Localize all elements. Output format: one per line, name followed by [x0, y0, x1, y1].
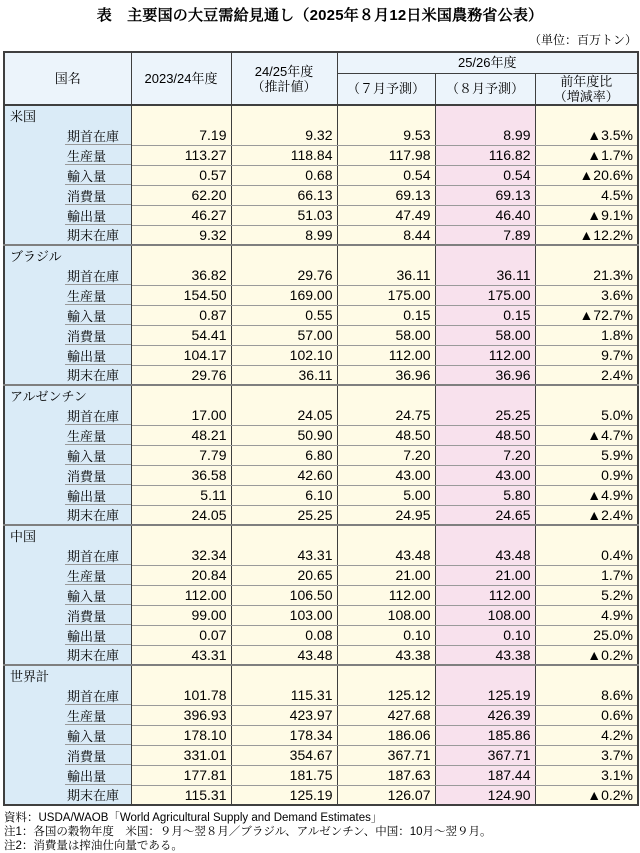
value-cell: 427.68 [337, 705, 435, 725]
row-label: 期首在庫 [4, 405, 131, 425]
footer-notes [4, 811, 640, 853]
value-cell: 21.3% [535, 265, 638, 285]
value-cell: 58.00 [435, 325, 535, 345]
empty-cell [435, 525, 535, 545]
table-title: 表 主要国の大豆需給見通し（2025年８月12日米国農務省公表） [96, 7, 544, 24]
header-24-25-line2: （推計値） [251, 78, 317, 94]
value-cell: 0.9% [535, 465, 638, 485]
header-august-forecast: （８月予測） [435, 73, 535, 105]
value-cell: 106.50 [231, 585, 337, 605]
value-cell: 47.49 [337, 205, 435, 225]
value-cell: 0.54 [435, 165, 535, 185]
row-label: 生産量 [4, 145, 131, 165]
value-cell: 25.0% [535, 625, 638, 645]
value-cell: 0.15 [435, 305, 535, 325]
value-cell: 0.08 [231, 625, 337, 645]
table-row [4, 585, 638, 605]
value-cell: 48.50 [337, 425, 435, 445]
empty-cell [131, 105, 231, 125]
value-cell: 396.93 [131, 705, 231, 725]
value-cell: ▲0.2% [535, 785, 638, 805]
value-cell: 8.6% [535, 685, 638, 705]
value-cell: 3.7% [535, 745, 638, 765]
value-cell: 8.44 [337, 225, 435, 245]
empty-cell [435, 245, 535, 265]
value-cell: 0.55 [231, 305, 337, 325]
value-cell: ▲20.6% [535, 165, 638, 185]
table-row [4, 705, 638, 725]
value-cell: 6.80 [231, 445, 337, 465]
value-cell: 43.38 [435, 645, 535, 665]
country-name: ブラジル [4, 245, 131, 265]
value-cell: 57.00 [231, 325, 337, 345]
value-cell: ▲4.9% [535, 485, 638, 505]
value-cell: 112.00 [337, 585, 435, 605]
value-cell: 17.00 [131, 405, 231, 425]
note-2: 注2：消費量は搾油仕向量である。 [4, 840, 183, 852]
value-cell: 0.4% [535, 545, 638, 565]
value-cell: 7.20 [337, 445, 435, 465]
row-label: 輸入量 [4, 585, 131, 605]
value-cell: 21.00 [337, 565, 435, 585]
table-row [4, 425, 638, 445]
value-cell: 9.32 [231, 125, 337, 145]
row-label: 消費量 [4, 465, 131, 485]
value-cell: 42.60 [231, 465, 337, 485]
table-row [4, 185, 638, 205]
row-label: 輸出量 [4, 205, 131, 225]
row-label: 消費量 [4, 185, 131, 205]
value-cell: 29.76 [131, 365, 231, 385]
value-cell: 187.63 [337, 765, 435, 785]
value-cell: 46.40 [435, 205, 535, 225]
value-cell: 4.5% [535, 185, 638, 205]
empty-cell [435, 385, 535, 405]
value-cell: 115.31 [131, 785, 231, 805]
table-row [4, 745, 638, 765]
value-cell: 43.48 [231, 645, 337, 665]
empty-cell [231, 665, 337, 685]
note-1: 注1：各国の穀物年度 米国：９月～翌８月／ブラジル、アルゼンチン、中国：10月～翌９月。 [4, 826, 492, 838]
unit-note: （単位：百万トン） [528, 33, 637, 47]
empty-cell [535, 105, 638, 125]
value-cell: 43.31 [131, 645, 231, 665]
row-label: 消費量 [4, 745, 131, 765]
value-cell: 175.00 [337, 285, 435, 305]
country-row [4, 245, 638, 265]
value-cell: 9.32 [131, 225, 231, 245]
value-cell: ▲1.7% [535, 145, 638, 165]
empty-cell [435, 665, 535, 685]
table-row [4, 785, 638, 805]
row-label: 期末在庫 [4, 225, 131, 245]
table-row [4, 465, 638, 485]
value-cell: 2.4% [535, 365, 638, 385]
value-cell: ▲3.5% [535, 125, 638, 145]
table-row [4, 685, 638, 705]
header-country: 国名 [4, 52, 131, 105]
country-name: 中国 [4, 525, 131, 545]
value-cell: 178.10 [131, 725, 231, 745]
value-cell: 186.06 [337, 725, 435, 745]
value-cell: 367.71 [337, 745, 435, 765]
row-label: 期首在庫 [4, 685, 131, 705]
row-label: 期末在庫 [4, 365, 131, 385]
value-cell: 7.89 [435, 225, 535, 245]
empty-cell [535, 245, 638, 265]
value-cell: 0.07 [131, 625, 231, 645]
table-row [4, 225, 638, 245]
country-name: アルゼンチン [4, 385, 131, 405]
table-row [4, 285, 638, 305]
empty-cell [435, 105, 535, 125]
row-label: 輸出量 [4, 625, 131, 645]
empty-cell [535, 525, 638, 545]
value-cell: 0.6% [535, 705, 638, 725]
header-july-forecast: （７月予測） [337, 73, 435, 105]
value-cell: 4.2% [535, 725, 638, 745]
source-note: 資料：USDA/WAOB「World Agricultural Supply and Demand Estimates」 [4, 812, 383, 824]
value-cell: 4.9% [535, 605, 638, 625]
empty-cell [337, 665, 435, 685]
table-row [4, 625, 638, 645]
value-cell: 21.00 [435, 565, 535, 585]
value-cell: 125.12 [337, 685, 435, 705]
table-row [4, 305, 638, 325]
value-cell: 54.41 [131, 325, 231, 345]
table-row [4, 205, 638, 225]
row-label: 消費量 [4, 605, 131, 625]
country-row [4, 525, 638, 545]
country-name: 米国 [4, 105, 131, 125]
value-cell: 48.50 [435, 425, 535, 445]
value-cell: 1.7% [535, 565, 638, 585]
value-cell: ▲12.2% [535, 225, 638, 245]
row-label: 生産量 [4, 565, 131, 585]
country-row [4, 665, 638, 685]
empty-cell [231, 245, 337, 265]
header-2023-24: 2023/24年度 [131, 52, 231, 105]
value-cell: 117.98 [337, 145, 435, 165]
value-cell: ▲9.1% [535, 205, 638, 225]
value-cell: 187.44 [435, 765, 535, 785]
value-cell: 25.25 [435, 405, 535, 425]
empty-cell [337, 245, 435, 265]
value-cell: 25.25 [231, 505, 337, 525]
value-cell: 104.17 [131, 345, 231, 365]
value-cell: 9.53 [337, 125, 435, 145]
value-cell: 5.2% [535, 585, 638, 605]
value-cell: 0.10 [337, 625, 435, 645]
value-cell: 6.10 [231, 485, 337, 505]
header-yoy-line2: （増減率） [553, 88, 619, 104]
value-cell: 115.31 [231, 685, 337, 705]
value-cell: 20.65 [231, 565, 337, 585]
row-label: 輸入量 [4, 305, 131, 325]
empty-cell [231, 105, 337, 125]
row-label: 期末在庫 [4, 505, 131, 525]
row-label: 輸出量 [4, 345, 131, 365]
value-cell: 36.11 [337, 265, 435, 285]
table-row [4, 545, 638, 565]
empty-cell [231, 385, 337, 405]
value-cell: 0.57 [131, 165, 231, 185]
row-label: 消費量 [4, 325, 131, 345]
value-cell: 24.05 [131, 505, 231, 525]
row-label: 生産量 [4, 285, 131, 305]
value-cell: 8.99 [435, 125, 535, 145]
value-cell: 116.82 [435, 145, 535, 165]
value-cell: 113.27 [131, 145, 231, 165]
row-label: 期末在庫 [4, 645, 131, 665]
value-cell: 102.10 [231, 345, 337, 365]
value-cell: 3.6% [535, 285, 638, 305]
value-cell: 8.99 [231, 225, 337, 245]
value-cell: 36.82 [131, 265, 231, 285]
value-cell: 175.00 [435, 285, 535, 305]
value-cell: 103.00 [231, 605, 337, 625]
header-yoy-change [535, 73, 638, 105]
row-label: 生産量 [4, 705, 131, 725]
value-cell: ▲4.7% [535, 425, 638, 445]
table-row [4, 725, 638, 745]
value-cell: 125.19 [435, 685, 535, 705]
table-row [4, 765, 638, 785]
table-header [4, 52, 638, 105]
country-row [4, 385, 638, 405]
value-cell: 36.58 [131, 465, 231, 485]
value-cell: 0.87 [131, 305, 231, 325]
value-cell: 5.9% [535, 445, 638, 465]
value-cell: 108.00 [435, 605, 535, 625]
value-cell: 46.27 [131, 205, 231, 225]
row-label: 生産量 [4, 425, 131, 445]
value-cell: 58.00 [337, 325, 435, 345]
value-cell: 112.00 [435, 345, 535, 365]
table-row [4, 145, 638, 165]
value-cell: 24.95 [337, 505, 435, 525]
header-24-25-line1: 24/25年度 [254, 63, 314, 79]
empty-cell [131, 385, 231, 405]
value-cell: ▲2.4% [535, 505, 638, 525]
empty-cell [337, 105, 435, 125]
value-cell: 331.01 [131, 745, 231, 765]
value-cell: 43.38 [337, 645, 435, 665]
value-cell: 36.11 [435, 265, 535, 285]
table-row [4, 265, 638, 285]
table-body [4, 105, 638, 805]
value-cell: 43.31 [231, 545, 337, 565]
value-cell: 112.00 [337, 345, 435, 365]
country-row [4, 105, 638, 125]
header-yoy-line1: 前年度比 [560, 73, 613, 89]
table-row [4, 445, 638, 465]
value-cell: 29.76 [231, 265, 337, 285]
value-cell: 7.20 [435, 445, 535, 465]
value-cell: 43.48 [337, 545, 435, 565]
value-cell: 51.03 [231, 205, 337, 225]
empty-cell [131, 665, 231, 685]
value-cell: 66.13 [231, 185, 337, 205]
value-cell: 112.00 [131, 585, 231, 605]
value-cell: 367.71 [435, 745, 535, 765]
row-label: 期首在庫 [4, 125, 131, 145]
value-cell: 1.8% [535, 325, 638, 345]
soybean-supply-demand-table [3, 51, 639, 806]
value-cell: 7.19 [131, 125, 231, 145]
value-cell: 178.34 [231, 725, 337, 745]
row-label: 輸出量 [4, 765, 131, 785]
value-cell: 125.19 [231, 785, 337, 805]
value-cell: 108.00 [337, 605, 435, 625]
value-cell: 0.10 [435, 625, 535, 645]
row-label: 期末在庫 [4, 785, 131, 805]
value-cell: 5.80 [435, 485, 535, 505]
table-row [4, 345, 638, 365]
row-label: 輸入量 [4, 725, 131, 745]
table-row [4, 325, 638, 345]
value-cell: 36.96 [435, 365, 535, 385]
value-cell: 5.0% [535, 405, 638, 425]
value-cell: 0.15 [337, 305, 435, 325]
value-cell: 36.96 [337, 365, 435, 385]
value-cell: 354.67 [231, 745, 337, 765]
value-cell: 181.75 [231, 765, 337, 785]
table-row [4, 645, 638, 665]
header-25-26: 25/26年度 [337, 52, 638, 73]
row-label: 期首在庫 [4, 545, 131, 565]
table-row [4, 605, 638, 625]
empty-cell [131, 245, 231, 265]
value-cell: ▲72.7% [535, 305, 638, 325]
empty-cell [535, 385, 638, 405]
value-cell: 5.11 [131, 485, 231, 505]
value-cell: 126.07 [337, 785, 435, 805]
value-cell: 0.54 [337, 165, 435, 185]
table-row [4, 405, 638, 425]
value-cell: 185.86 [435, 725, 535, 745]
value-cell: 124.90 [435, 785, 535, 805]
value-cell: 426.39 [435, 705, 535, 725]
row-label: 期首在庫 [4, 265, 131, 285]
value-cell: 154.50 [131, 285, 231, 305]
empty-cell [337, 525, 435, 545]
empty-cell [231, 525, 337, 545]
value-cell: 9.7% [535, 345, 638, 365]
table-row [4, 125, 638, 145]
country-name: 世界計 [4, 665, 131, 685]
value-cell: 24.05 [231, 405, 337, 425]
value-cell: 112.00 [435, 585, 535, 605]
value-cell: 69.13 [435, 185, 535, 205]
value-cell: 24.65 [435, 505, 535, 525]
value-cell: 177.81 [131, 765, 231, 785]
value-cell: 50.90 [231, 425, 337, 445]
value-cell: 43.00 [337, 465, 435, 485]
empty-cell [131, 525, 231, 545]
row-label: 輸出量 [4, 485, 131, 505]
table-row [4, 365, 638, 385]
value-cell: 62.20 [131, 185, 231, 205]
value-cell: 423.97 [231, 705, 337, 725]
empty-cell [535, 665, 638, 685]
value-cell: 48.21 [131, 425, 231, 445]
value-cell: 101.78 [131, 685, 231, 705]
empty-cell [337, 385, 435, 405]
value-cell: 3.1% [535, 765, 638, 785]
row-label: 輸入量 [4, 445, 131, 465]
value-cell: 36.11 [231, 365, 337, 385]
value-cell: 7.79 [131, 445, 231, 465]
value-cell: 43.48 [435, 545, 535, 565]
value-cell: 20.84 [131, 565, 231, 585]
header-row-1 [4, 52, 638, 73]
value-cell: 0.68 [231, 165, 337, 185]
table-row [4, 565, 638, 585]
table-row [4, 485, 638, 505]
value-cell: 69.13 [337, 185, 435, 205]
table-row [4, 505, 638, 525]
value-cell: 43.00 [435, 465, 535, 485]
table-row [4, 165, 638, 185]
row-label: 輸入量 [4, 165, 131, 185]
value-cell: 24.75 [337, 405, 435, 425]
value-cell: 5.00 [337, 485, 435, 505]
value-cell: 99.00 [131, 605, 231, 625]
value-cell: 118.84 [231, 145, 337, 165]
value-cell: ▲0.2% [535, 645, 638, 665]
header-24-25 [231, 52, 337, 105]
value-cell: 32.34 [131, 545, 231, 565]
value-cell: 169.00 [231, 285, 337, 305]
